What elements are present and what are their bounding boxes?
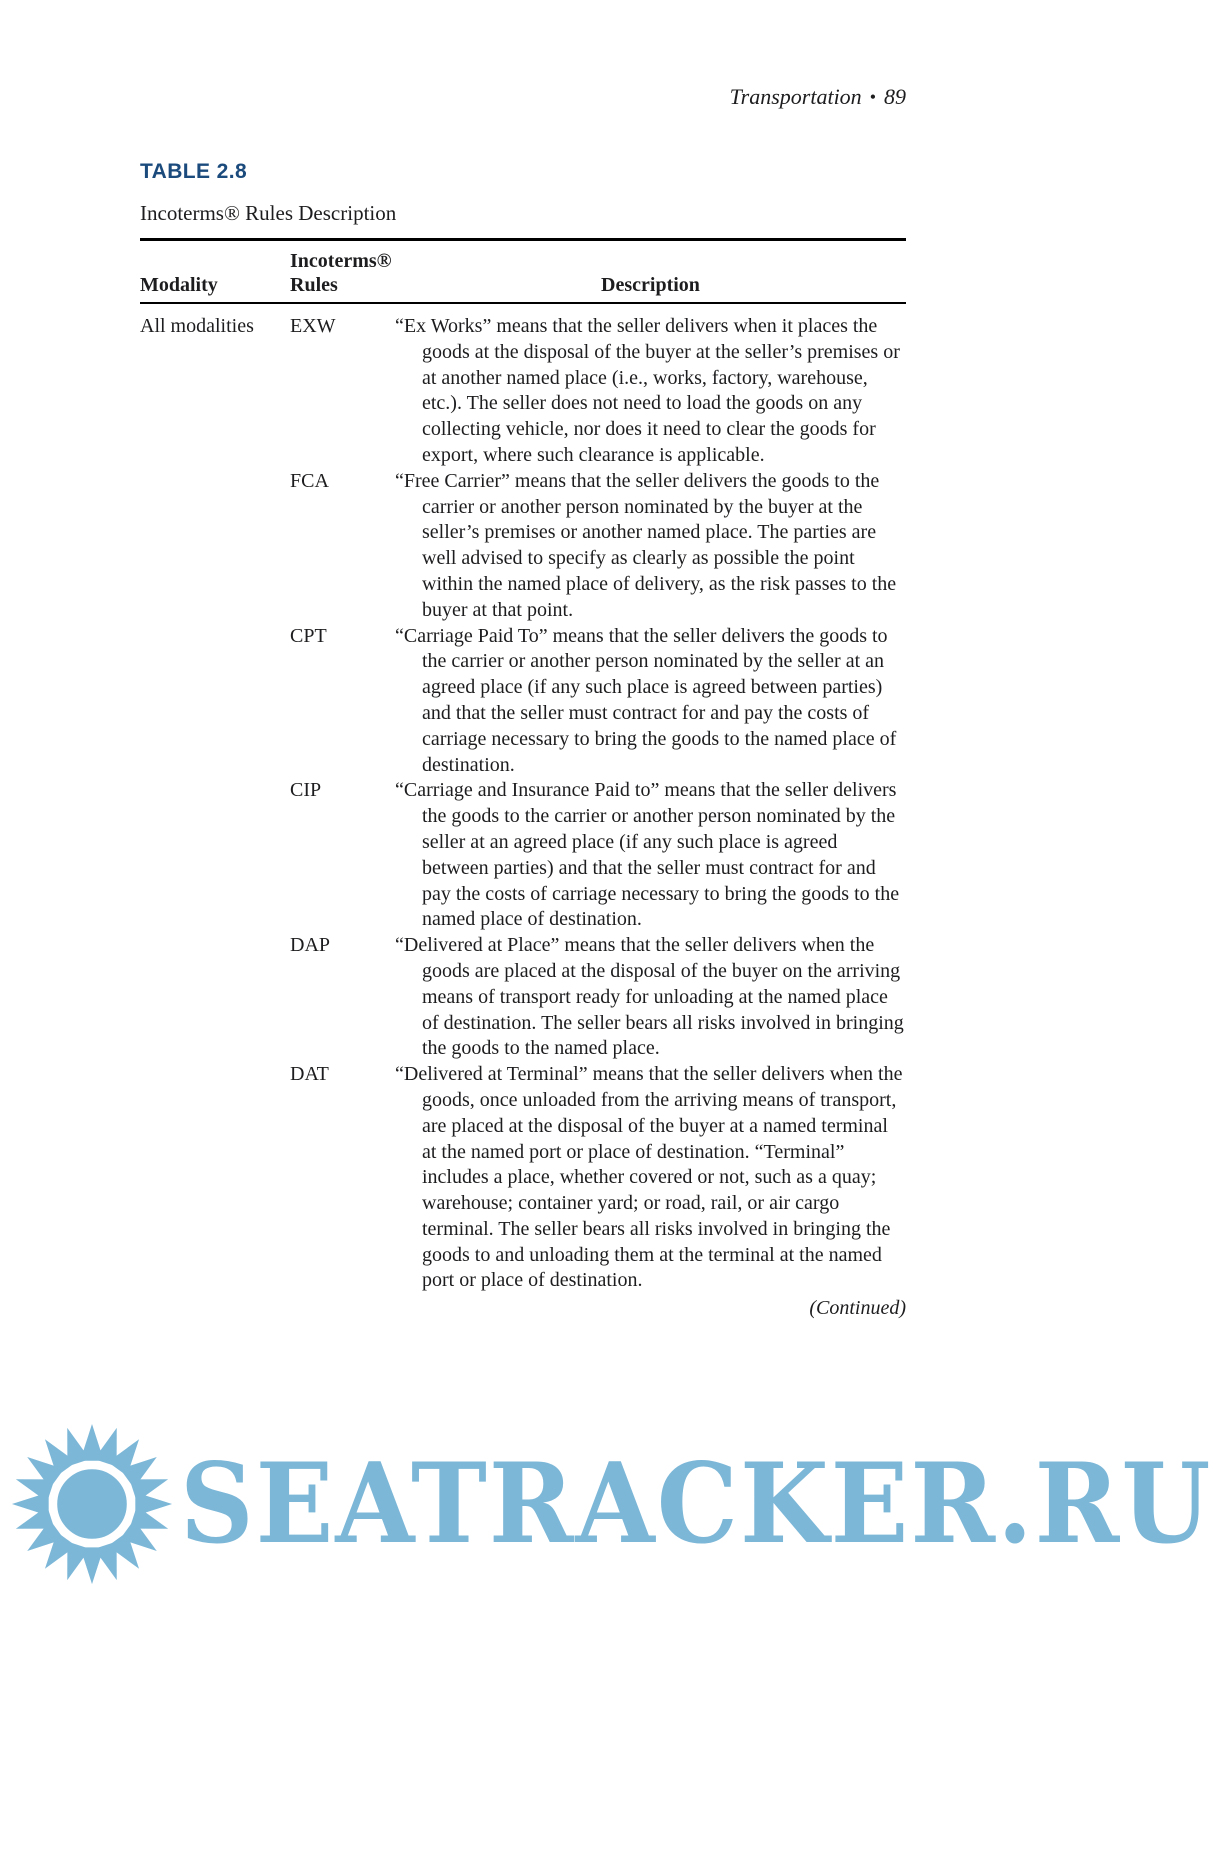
table-row <box>140 624 906 779</box>
running-head-separator: • <box>869 87 876 107</box>
rule-cell: CIP <box>290 779 322 802</box>
header-incoterms-rules <box>290 249 395 297</box>
running-head <box>140 84 906 110</box>
header-incoterms-line1: Incoterms® <box>290 250 392 272</box>
running-head-title: Transportation <box>729 84 862 109</box>
table-row <box>140 1062 906 1294</box>
rule-cell: EXW <box>290 315 336 337</box>
watermark <box>8 1416 1218 1591</box>
description-cell: “Carriage Paid To” means that the seller delivers the goods to the carrier or another person nominated by the seller at an agreed place (if any such place is agreed between parties) and that the seller must contract for and pay the costs of carriage necessary to bring the goods to the named place of destination. <box>395 624 897 776</box>
table-header-row <box>140 238 906 304</box>
table-row <box>140 778 906 933</box>
table-row <box>140 933 906 1062</box>
rule-cell: DAP <box>290 934 331 957</box>
description-cell: “Ex Works” means that the seller delivers when it places the goods at the disposal of the buyer at the seller’s premises or at another named place (i.e., works, factory, warehouse, etc.). The seller does not need to load the goods on any collecting vehicle, nor does it need to clear the goods for export, where such clearance is applicable. <box>395 315 900 466</box>
continued-note: (Continued) <box>809 1297 906 1320</box>
rule-cell: FCA <box>290 469 329 492</box>
description-cell: “Carriage and Insurance Paid to” means that the seller delivers the goods to the carrier or another person nominated by the seller at an agreed place (if any such place is agreed between parties) and that the seller must contract for and pay the costs of carriage necessary to bring the goods to the named place of destination. <box>395 779 900 931</box>
sun-icon <box>8 1420 176 1588</box>
table-row <box>140 469 906 624</box>
description-cell: “Delivered at Place” means that the seller delivers when the goods are placed at the disposal of the buyer on the arriving means of transport ready for unloading at the named place of destination. The seller bears all risks involved in bringing the goods to the named place. <box>395 934 904 1060</box>
rule-cell: DAT <box>290 1063 329 1086</box>
table-caption: Incoterms® Rules Description <box>140 201 397 225</box>
table-row <box>140 314 906 469</box>
table-label: TABLE 2.8 <box>140 160 248 183</box>
header-incoterms-line2: Rules <box>290 274 338 296</box>
page-number: 89 <box>884 84 906 109</box>
watermark-text: SEATRACKER.RU <box>180 1438 1213 1569</box>
header-modality: Modality <box>140 274 218 296</box>
table-body <box>140 314 906 1322</box>
modality-cell: All modalities <box>140 315 254 337</box>
header-description: Description <box>601 274 700 296</box>
description-cell: “Free Carrier” means that the seller delivers the goods to the carrier or another person nominated by the buyer at the seller’s premises or another named place. The parties are well advised to specify as clearly as possible the point within the named place of delivery, as the risk passes to the buyer at that point. <box>395 469 897 621</box>
description-cell: “Delivered at Terminal” means that the seller delivers when the goods, once unloaded from the arriving means of transport, are placed at the disposal of the buyer at a named terminal at the named port or place of destination. “Terminal” includes a place, whether covered or not, such as a quay; warehouse; container yard; or road, rail, or air cargo terminal. The seller bears all risks involved in bringing the goods to and unloading them at the terminal at the named port or place of destination. <box>395 1063 903 1292</box>
rule-cell: CPT <box>290 624 327 647</box>
